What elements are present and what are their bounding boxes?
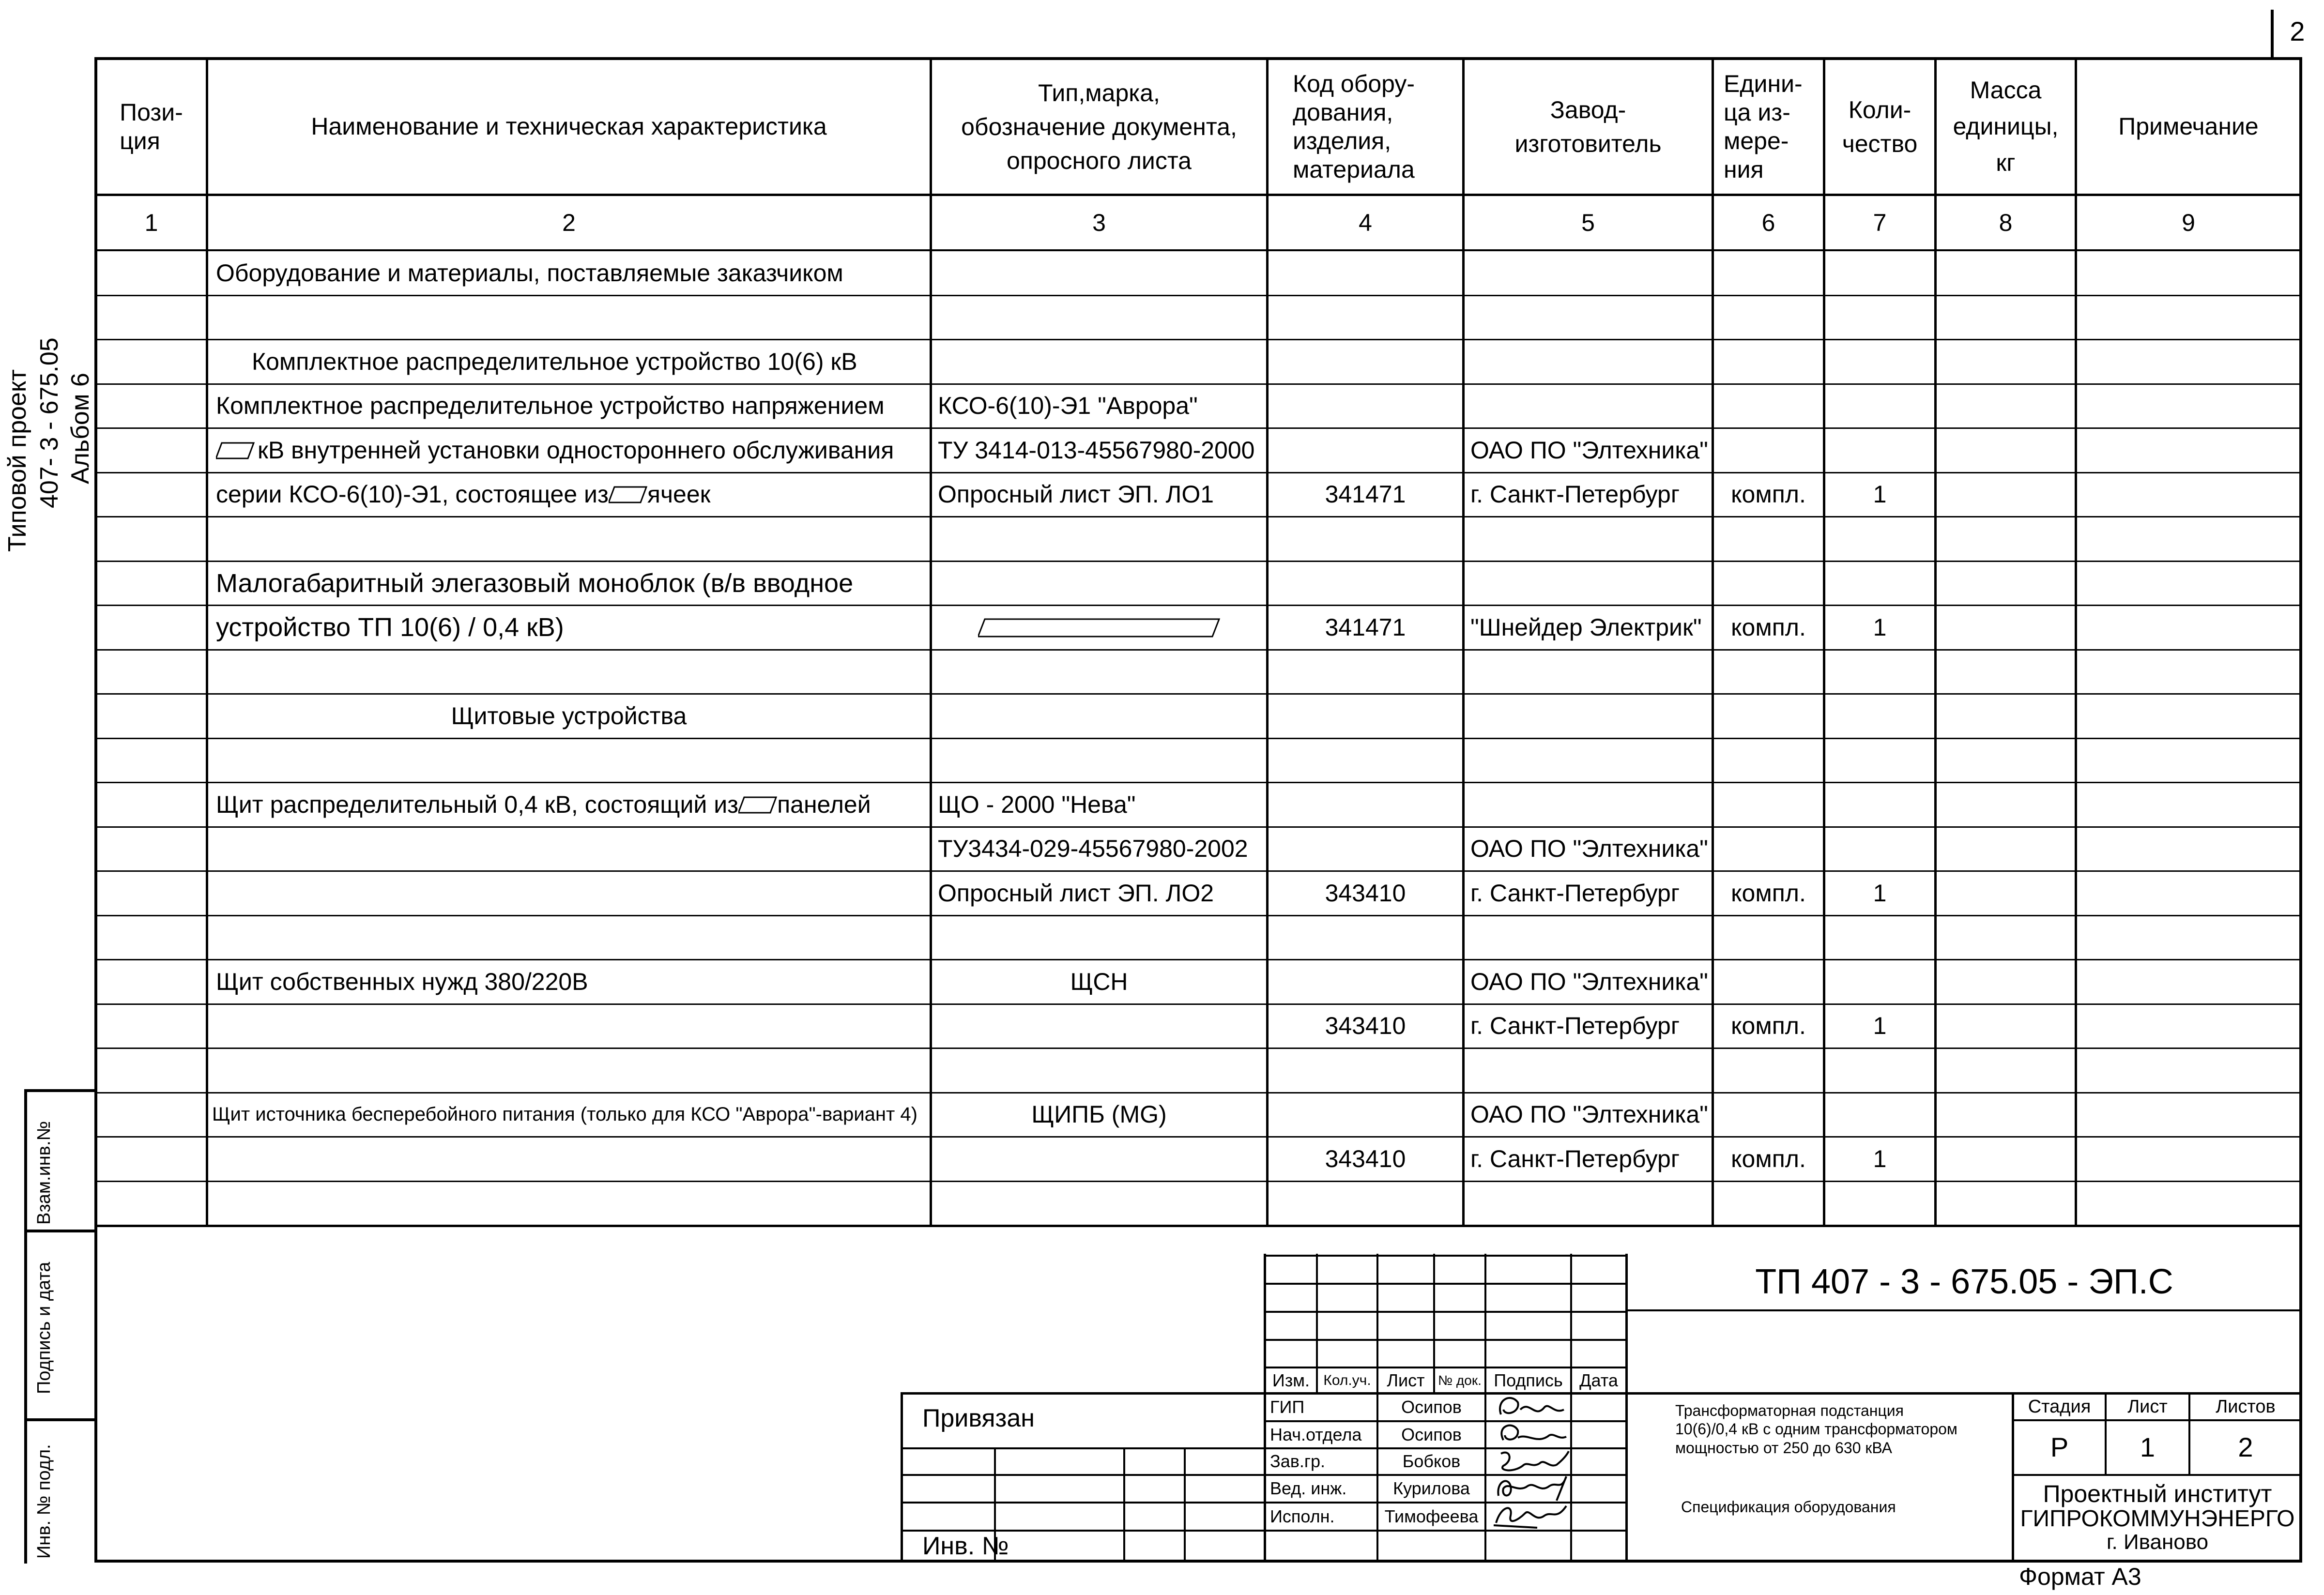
colnum-4: 4 [1359, 209, 1372, 236]
name-ispoln: Тимофеева [1384, 1506, 1479, 1526]
blank-panels-field [738, 795, 777, 815]
header-name: Наименование и техническая характеристика [311, 113, 827, 140]
row-name: Комплектное распределительное устройство напряжением [216, 392, 885, 419]
header-position: Пози- ция [120, 98, 183, 154]
colnum-3: 3 [1092, 209, 1106, 236]
sheet-label: Лист [2127, 1397, 2168, 1417]
colnum-5: 5 [1581, 209, 1595, 236]
header-mass: Масса единицы, кг [1953, 76, 2059, 176]
row-maker: ОАО ПО "Элтехника" [1470, 835, 1708, 862]
side-inv-podl: Инв. № подл. [34, 1444, 54, 1559]
row-maker: г. Санкт-Петербург [1470, 1145, 1680, 1172]
colnum-7: 7 [1873, 209, 1887, 236]
signature-nach [1491, 1418, 1569, 1450]
row-name: Щит собственных нужд 380/220В [216, 968, 588, 995]
object-description [1675, 1401, 2004, 1457]
org-line2: ГИПРОКОММУНЭНЕРГО [2020, 1505, 2295, 1532]
row-type: ТУ 3414-013-45567980-2000 [938, 437, 1255, 464]
hdr-podpis: Подпись [1494, 1370, 1563, 1390]
colnum-2: 2 [562, 209, 576, 236]
org-line1: Проектный институт [2043, 1480, 2272, 1507]
row-code: 343410 [1325, 1145, 1406, 1172]
sheet-value: 1 [2140, 1432, 2156, 1463]
header-note: Примечание [2118, 113, 2259, 140]
blank-type-field [978, 617, 1220, 638]
hdr-izm: Изм. [1272, 1370, 1310, 1390]
role-gip: ГИП [1270, 1397, 1305, 1417]
section-title: Щитовые устройства [451, 702, 687, 729]
object-line3: мощностью от 250 до 630 кВА [1675, 1439, 1892, 1457]
stage-value: Р [2050, 1432, 2069, 1463]
hdr-list: Лист [1387, 1370, 1425, 1390]
row-qty: 1 [1873, 1012, 1887, 1039]
sheet-number: 2 [2290, 15, 2305, 46]
row-name: Оборудование и материалы, поставляемые заказчиком [216, 259, 843, 287]
row-separator [94, 1048, 2302, 1049]
sheets-label: Листов [2216, 1397, 2276, 1417]
inv-no-label: Инв. № [922, 1532, 1009, 1561]
side-project-line1: Типовой проект [3, 369, 31, 552]
privyazan-label: Привязан [922, 1404, 1035, 1433]
side-podpis-data: Подпись и дата [34, 1261, 54, 1394]
header-type: Тип,марка, обозначение документа, опросного листа [961, 79, 1237, 174]
name-gip: Осипов [1401, 1397, 1462, 1417]
name-nach: Осипов [1401, 1424, 1462, 1444]
row-type: Опросный лист ЭП. ЛО2 [938, 880, 1214, 907]
row-unit: компл. [1731, 614, 1806, 641]
name-zavgr: Бобков [1402, 1451, 1461, 1472]
row-name: Малогабаритный элегазовый моноблок (в/в вводное [216, 568, 854, 598]
row-type: КСО-6(10)-Э1 "Аврора" [938, 392, 1198, 419]
hdr-data: Дата [1579, 1370, 1618, 1390]
header-maker: Завод- изготовитель [1514, 96, 1662, 157]
blank-voltage-field [216, 441, 255, 460]
side-project-line2: 407- 3 - 675.05 [35, 337, 63, 508]
row-code: 341471 [1325, 481, 1406, 508]
row-unit: компл. [1731, 880, 1806, 907]
row-name: устройство ТП 10(6) / 0,4 кВ) [216, 612, 564, 642]
row-type: ЩИПБ (MG) [1031, 1101, 1167, 1128]
row-unit: компл. [1731, 1012, 1806, 1039]
row-qty: 1 [1873, 614, 1887, 641]
header-unit: Едини- ца из- мере- ния [1724, 70, 1803, 183]
row-qty: 1 [1873, 1145, 1887, 1172]
role-zavgr: Зав.гр. [1270, 1451, 1326, 1472]
hdr-ndok: № док. [1438, 1373, 1482, 1388]
row-name: Щит источника бесперебойного питания (только для КСО "Аврора"-вариант 4) [212, 1103, 917, 1125]
document-code: ТП 407 - 3 - 675.05 - ЭП.С [1755, 1262, 2173, 1302]
sheets-value: 2 [2238, 1432, 2253, 1463]
row-maker: г. Санкт-Петербург [1470, 481, 1680, 508]
stage-label: Стадия [2028, 1397, 2091, 1417]
hdr-kol: Кол.уч. [1323, 1372, 1371, 1389]
row-name: Щит распределительный 0,4 кВ, состоящий из панелей [216, 791, 871, 818]
row-qty: 1 [1873, 880, 1887, 907]
object-line1: Трансформаторная подстанция [1675, 1402, 1904, 1419]
row-code: 343410 [1325, 1012, 1406, 1039]
row-maker: ОАО ПО "Элтехника" [1470, 437, 1708, 464]
row-unit: компл. [1731, 481, 1806, 508]
org-line3: г. Иваново [2106, 1530, 2209, 1554]
row-type: ТУ3434-029-45567980-2002 [938, 835, 1248, 862]
colnum-6: 6 [1761, 209, 1775, 236]
row-name: Комплектное распределительное устройство 10(6) кВ [252, 348, 857, 375]
row-qty: 1 [1873, 481, 1887, 508]
colnum-1: 1 [144, 209, 158, 236]
role-vedinzh: Вед. инж. [1270, 1478, 1347, 1499]
row-maker: ОАО ПО "Элтехника" [1470, 968, 1708, 995]
header-code: Код обору- дования, изделия, материала [1293, 70, 1415, 183]
role-nach: Нач.отдела [1270, 1424, 1362, 1444]
row-code: 341471 [1325, 614, 1406, 641]
header-qty: Коли- чество [1842, 96, 1918, 157]
row-type: ЩСН [1070, 968, 1128, 995]
row-name: серии КСО-6(10)-Э1, состоящее из ячеек [216, 481, 711, 508]
format-label: Формат А3 [2019, 1563, 2141, 1590]
row-maker: г. Санкт-Петербург [1470, 880, 1680, 907]
name-vedinzh: Курилова [1393, 1478, 1470, 1499]
side-album: Альбом 6 [66, 373, 94, 484]
doc-title: Спецификация оборудования [1681, 1498, 1896, 1516]
row-type [932, 606, 1266, 650]
row-maker: ОАО ПО "Элтехника" [1470, 1101, 1708, 1128]
row-type: Опросный лист ЭП. ЛО1 [938, 481, 1214, 508]
signature-ispoln [1489, 1499, 1571, 1533]
object-line2: 10(6)/0,4 кВ с одним трансформатором [1675, 1420, 1957, 1438]
row-code: 343410 [1325, 880, 1406, 907]
colnum-8: 8 [1999, 209, 2013, 236]
organization [2014, 1481, 2301, 1553]
row-maker: г. Санкт-Петербург [1470, 1012, 1680, 1039]
row-type: ЩО - 2000 "Нева" [938, 791, 1136, 818]
blank-cells-field [609, 485, 647, 504]
row-unit: компл. [1731, 1145, 1806, 1172]
role-ispoln: Исполн. [1270, 1506, 1335, 1526]
colnum-9: 9 [2182, 209, 2195, 236]
row-separator [94, 1181, 2302, 1182]
row-maker: "Шнейдер Электрик" [1470, 614, 1702, 641]
row-name: кВ внутренней установки одностороннего обслуживания [208, 428, 930, 472]
side-vzam-inv: Взам.инв.№ [34, 1121, 54, 1225]
